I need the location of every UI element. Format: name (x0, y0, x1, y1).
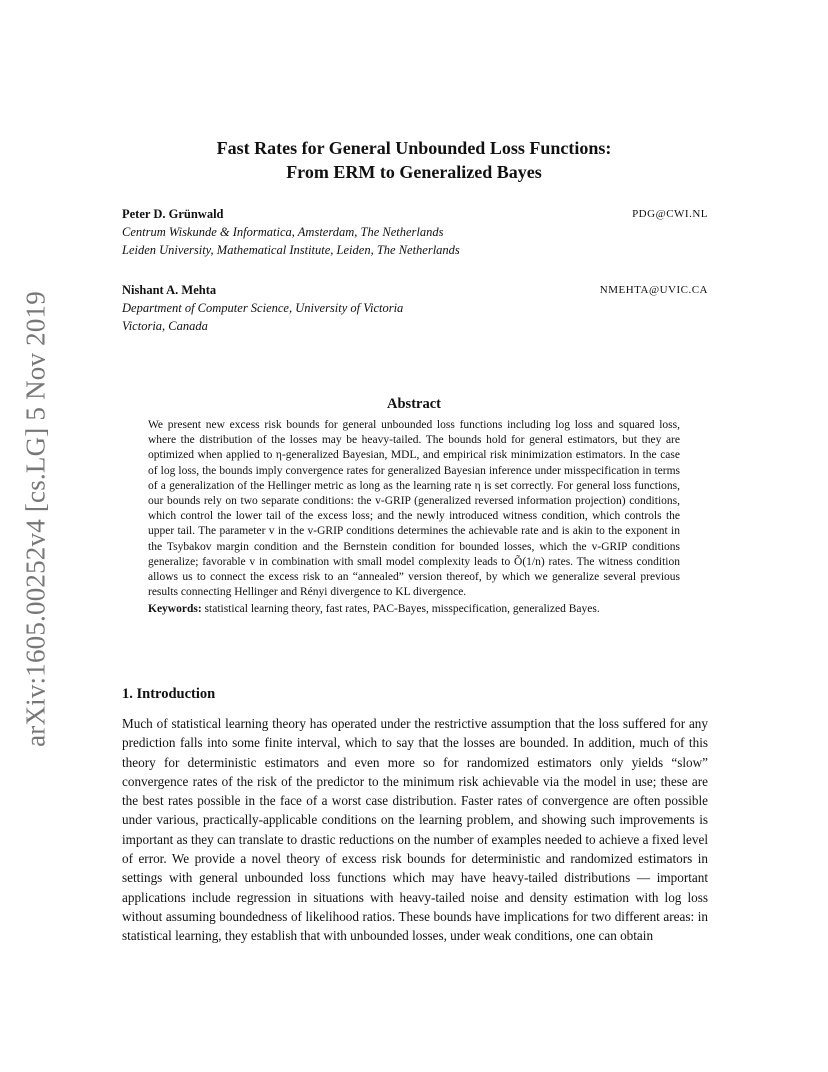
arxiv-identifier: arXiv:1605.00252v4 [cs.LG] 5 Nov 2019 (20, 291, 51, 747)
author-name: Nishant A. Mehta (122, 283, 217, 297)
abstract (148, 418, 680, 618)
author-name: Peter D. Grünwald (122, 207, 224, 221)
author-affiliation: Department of Computer Science, University of Victoria (122, 301, 404, 315)
author-block-1 (122, 205, 708, 259)
abstract-heading: Abstract (387, 396, 441, 412)
keywords (148, 602, 680, 617)
keywords-label: Keywords: (148, 603, 202, 616)
section-heading: 1. Introduction (122, 686, 216, 702)
author-affiliation: Leiden University, Mathematical Institute, Leiden, The Netherlands (122, 243, 460, 257)
title-line-1: Fast Rates for General Unbounded Loss Functions: (216, 138, 612, 158)
abstract-body: We present new excess risk bounds for general unbounded loss functions including log loss and squared loss, where the distribution of the losses may be heavy-tailed. The bounds hold for general estimators, but they are optimized when applied to η-generalized Bayesian, MDL, and empirical risk minimization estimators. In the case of log loss, the bounds imply convergence rates for generalized Bayesian inference under misspecification in terms of a generalization of the Hellinger metric as long as the learning rate η is set correctly. For general loss functions, our bounds rely on two separate conditions: the v-GRIP (generalized reversed information projection) conditions, which control the lower tail of the excess loss; and the newly introduced witness condition, which controls the upper tail. The parameter v in the v-GRIP conditions determines the achievable rate and is akin to the exponent in the Tsybakov margin condition and the Bernstein condition for bounded losses, which the v-GRIP conditions generalize; favorable v in combination with small model complexity leads to Õ(1/n) rates. The witness condition allows us to connect the excess risk to an “annealed” version thereof, by which we generalize several previous results connecting Hellinger and Rényi divergence to KL divergence. (148, 419, 680, 599)
keywords-list: statistical learning theory, fast rates, PAC-Bayes, misspecification, generalized Bayes. (204, 603, 600, 616)
arxiv-sidebar-stamp (14, 288, 58, 750)
introduction-paragraph: Much of statistical learning theory has operated under the restrictive assumption that the loss suffered for any prediction falls into some finite interval, which to say that the losses are bounded. In addition, much of this theory for deterministic estimators and even more so for randomized estimators only yields “slow” convergence rates of the risk of the predictor to the minimum risk achievable via the model in use; these are the best rates possible in the face of a worst case distribution. Faster rates of convergence are often possible under various, practically-applicable conditions on the learning problem, and showing such improvements is important as they can translate to drastic reductions on the number of examples needed to achieve a fixed level of error. We provide a novel theory of excess risk bounds for deterministic and randomized estimators in settings with general unbounded loss functions which may have heavy-tailed distributions — important applications include regression in situations with heavy-tailed noise and density estimation with log loss without assuming boundedness of likelihood ratios. These bounds have implications for two different areas: in statistical learning, they establish that with unbounded losses, under weak conditions, one can obtain (122, 716, 708, 944)
paper-title (0, 136, 828, 184)
author-email: NMEHTA@UVIC.CA (599, 284, 708, 296)
author-affiliation: Victoria, Canada (122, 319, 208, 333)
introduction-section (122, 714, 708, 946)
title-line-2: From ERM to Generalized Bayes (286, 162, 542, 182)
author-email: PDG@CWI.NL (632, 208, 708, 220)
author-block-2 (122, 281, 708, 335)
author-affiliation: Centrum Wiskunde & Informatica, Amsterdam, The Netherlands (122, 225, 444, 239)
